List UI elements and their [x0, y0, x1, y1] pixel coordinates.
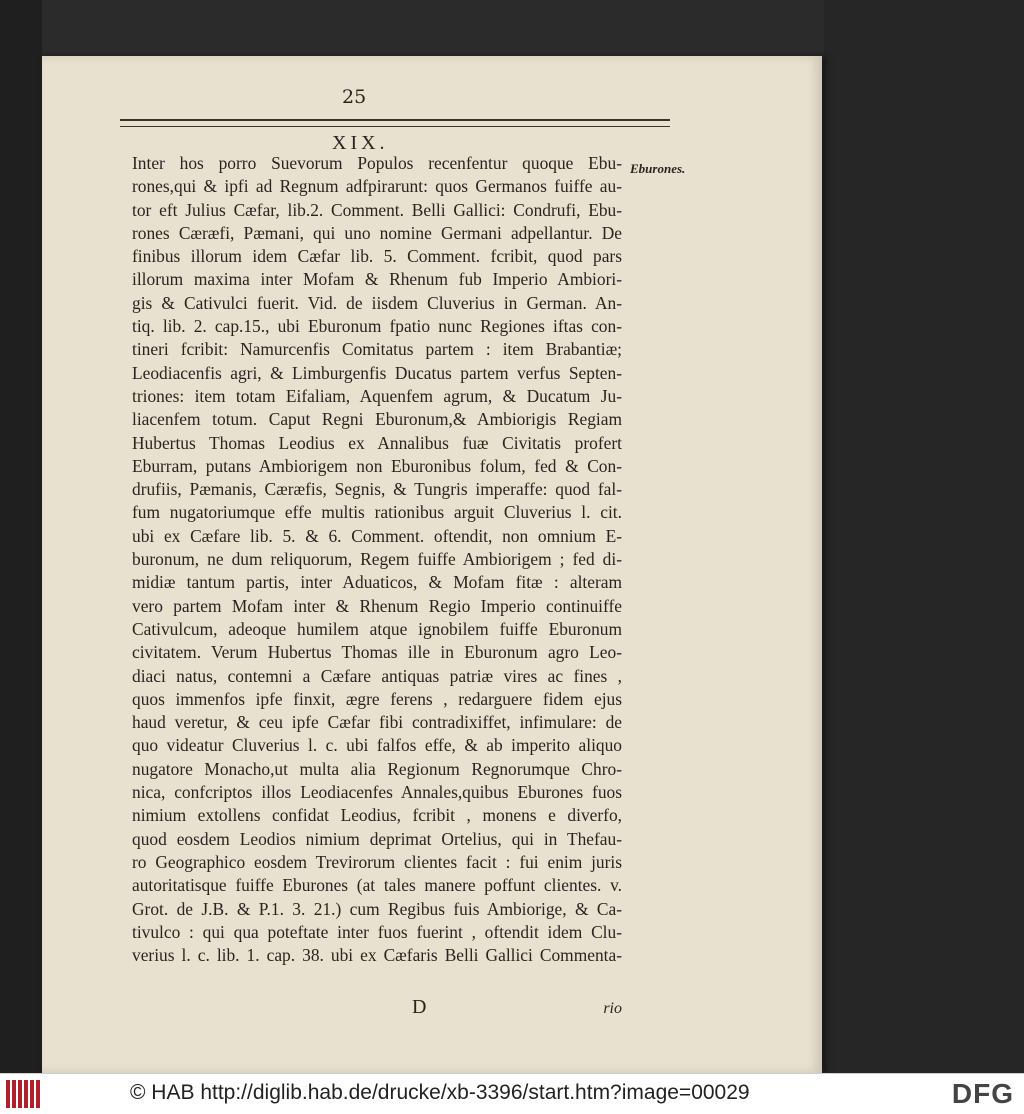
text-line: ro Geographico eosdem Trevirorum clientes facit : fui enim juris — [132, 851, 622, 872]
text-line: nugatore Monacho,ut multa alia Regionum Regnorumque Chro- — [132, 758, 622, 779]
text-line: triones: item totam Eifaliam, Aquenfem agrum, & Ducatum Ju- — [132, 385, 622, 406]
text-line: Hubertus Thomas Leodius ex Annalibus fuæ Civitatis profert — [132, 432, 622, 453]
text-line: Leodiacenfis agri, & Limburgenfis Ducatus partem verfus Septen- — [132, 362, 622, 383]
scan-background-right — [824, 0, 1024, 1073]
text-line: tivulco : qui qua poteftate inter fuos fuerint , oftendit idem Clu- — [132, 921, 622, 942]
text-line: haud veretur, & ceu ipfe Cæfar fibi contradixiffet, infimulare: de — [132, 712, 622, 733]
text-line: drufiis, Pæmanis, Cæræfis, Segnis, & Tungris imperaffe: quod fal- — [132, 479, 622, 500]
marginal-note: Eburones. — [630, 161, 686, 176]
text-line: quod eosdem Leodios nimium deprimat Ortelius, qui in Thefau- — [132, 828, 622, 849]
footer-bar — [0, 1073, 1024, 1114]
catchword-row — [132, 996, 622, 1022]
text-line: Grot. de J.B. & P.1. 3. 21.) cum Regibus fuis Ambiorige, & Ca- — [132, 898, 622, 919]
catchword: rio — [603, 1000, 622, 1017]
text-line: midiæ tantum partis, inter Aduaticos, & Mofam fitæ : alteram — [132, 572, 622, 593]
text-line: nimium extollens confidat Leodius, fcribit , monens e diverfo, — [132, 805, 622, 826]
citation-link[interactable]: © HAB http://diglib.hab.de/drucke/xb-3396/start.htm?image=00029 — [130, 1081, 750, 1104]
text-line: fum nugatoriumque effe multis rationibus arguit Cluverius l. cit. — [132, 502, 622, 523]
text-line: gis & Cativulci fuerit. Vid. de iisdem Cluverius in German. An- — [132, 292, 622, 313]
text-line: tineri fcribit: Namurcenfis Comitatus partem : item Brabantiæ; — [132, 339, 622, 360]
body-text — [132, 152, 622, 967]
text-line: rones,qui & ipfi ad Regnum adfpirarunt: quos Germanos fuiffe au- — [132, 176, 622, 197]
text-line: quos immenfos ipfe finxit, ægre ferens , redarguere fidem ejus — [132, 688, 622, 709]
text-line: Cativulcum, adeoque humilem atque ignobilem fuiffe Eburonum — [132, 618, 622, 639]
hab-logo-icon — [6, 1080, 46, 1108]
text-line: diaci natus, contemni a Cæfare antiquas patriæ vires ac fines , — [132, 665, 622, 686]
text-line: vero partem Mofam inter & Rhenum Regio Imperio continuiffe — [132, 595, 622, 616]
header-rule — [120, 119, 670, 127]
text-line: nica, confcriptos illos Leodiacenfes Annales,quibus Eburones fuos — [132, 782, 622, 803]
text-line: tor eft Julius Cæfar, lib.2. Comment. Belli Gallici: Condrufi, Ebu- — [132, 199, 622, 220]
text-line: rones Cæræfi, Pæmani, qui uno nomine Germani adpellantur. De — [132, 222, 622, 243]
text-line: liacenfem totum. Caput Regni Eburonum,& Ambiorigis Regiam — [132, 409, 622, 430]
book-page — [42, 56, 822, 1073]
text-line: autoritatisque fuiffe Eburones (at tales manere poffunt clientes. v. — [132, 875, 622, 896]
text-line: verius l. c. lib. 1. cap. 38. ubi ex Cæfaris Belli Gallici Commenta- — [132, 945, 622, 966]
text-line: finibus illorum idem Cæfar lib. 5. Comment. fcribit, quod pars — [132, 246, 622, 267]
page-number: 25 — [342, 86, 367, 108]
text-line: civitatem. Verum Hubertus Thomas ille in Eburonum agro Leo- — [132, 642, 622, 663]
signature-mark: D — [412, 996, 427, 1018]
text-line: Eburram, putans Ambiorigem non Eburonibus folum, fed & Con- — [132, 455, 622, 476]
text-line: tiq. lib. 2. cap.15., ubi Eburonum fpatio nunc Regiones iftas con- — [132, 316, 622, 337]
text-line: buronum, ne dum reliquorum, Regem fuiffe Ambiorigem ; fed di- — [132, 549, 622, 570]
text-line: quo videatur Cluverius l. c. ubi falfos effe, & ab imperito aliquo — [132, 735, 622, 756]
scan-background-left — [0, 0, 42, 1073]
section-heading: XIX. — [332, 132, 389, 154]
text-line: ubi ex Cæfare lib. 5. & 6. Comment. oftendit, non omnium E- — [132, 525, 622, 546]
text-line: Inter hos porro Suevorum Populos recenfentur quoque Ebu- — [132, 153, 622, 173]
dfg-logo: DFG — [951, 1078, 1014, 1109]
text-line: illorum maxima inter Mofam & Rhenum fub Imperio Ambiori- — [132, 269, 622, 290]
